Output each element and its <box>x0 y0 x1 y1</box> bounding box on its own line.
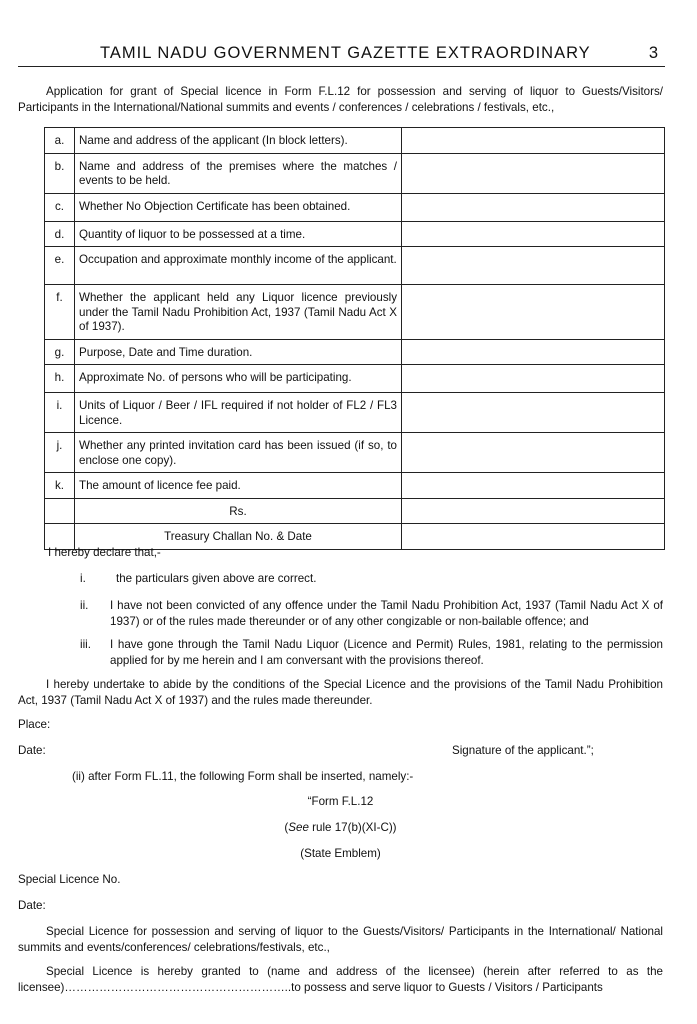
rule-see-word: See <box>288 821 309 834</box>
form-row <box>45 221 665 247</box>
form-row <box>45 498 665 524</box>
row-answer-cell <box>402 128 665 154</box>
form-row <box>45 153 665 193</box>
form-title: “Form F.L.12 <box>307 795 374 808</box>
row-question: Whether any printed invitation card has been issued (if so, to enclose one copy). <box>75 433 402 473</box>
row-key: g. <box>45 339 75 365</box>
licence-grant-paragraph: Special Licence is hereby granted to (name and address of the licensee) (herein after referred to as the licensee)…………………………………………………..to possess and serve liquor to Guests / Visitors / Participants <box>18 965 663 994</box>
gazette-title: TAMIL NADU GOVERNMENT GAZETTE EXTRAORDINARY <box>100 44 591 62</box>
form-row <box>45 128 665 154</box>
application-intro: Application for grant of Special licence in Form F.L.12 for possession and serving of liquor to Guests/Visitors/ Participants in the International/National summits and events / conferences / celebrations / festivals, etc., <box>18 85 663 114</box>
applicant-signature: Signature of the applicant.”; <box>452 744 594 757</box>
declaration-item <box>80 637 663 669</box>
row-key: j. <box>45 433 75 473</box>
item-number: i. <box>80 572 86 585</box>
row-question: Whether No Objection Certificate has been obtained. <box>75 193 402 221</box>
row-key: k. <box>45 473 75 499</box>
place-label: Place: <box>18 718 51 731</box>
form-row <box>45 247 665 285</box>
form-row <box>45 365 665 393</box>
row-answer-cell <box>402 339 665 365</box>
row-question: Rs. <box>75 498 402 524</box>
header-rule <box>18 66 665 67</box>
row-answer-cell <box>402 285 665 340</box>
item-text: I have not been convicted of any offence under the Tamil Nadu Prohibition Act, 1937 (Tamil Nadu Act X of 1937) or of the rules made thereunder or of any other congizable or non-bailable offence; and <box>110 599 663 628</box>
row-key <box>45 498 75 524</box>
row-question: Units of Liquor / Beer / IFL required if not holder of FL2 / FL3 Licence. <box>75 393 402 433</box>
row-question: Purpose, Date and Time duration. <box>75 339 402 365</box>
form-row <box>45 433 665 473</box>
declaration-item <box>80 598 663 630</box>
date-label: Date: <box>18 744 46 757</box>
row-question: Quantity of liquor to be possessed at a time. <box>75 221 402 247</box>
row-question: Whether the applicant held any Liquor licence previously under the Tamil Nadu Prohibition Act, 1937 (Tamil Nadu Act X of 1937). <box>75 285 402 340</box>
row-question: Approximate No. of persons who will be participating. <box>75 365 402 393</box>
form-row <box>45 393 665 433</box>
rule-reference <box>18 821 663 834</box>
item-number: iii. <box>80 638 91 651</box>
row-key: d. <box>45 221 75 247</box>
row-answer-cell <box>402 393 665 433</box>
row-key: e. <box>45 247 75 285</box>
row-key: c. <box>45 193 75 221</box>
row-answer-cell <box>402 247 665 285</box>
row-key: b. <box>45 153 75 193</box>
row-answer-cell <box>402 433 665 473</box>
licence-date-label: Date: <box>18 899 46 912</box>
form-row <box>45 339 665 365</box>
row-answer-cell <box>402 365 665 393</box>
item-text: the particulars given above are correct. <box>116 572 317 585</box>
row-question: Treasury Challan No. & Date <box>75 524 402 550</box>
form-row <box>45 473 665 499</box>
row-key: f. <box>45 285 75 340</box>
row-question: The amount of licence fee paid. <box>75 473 402 499</box>
item-text: I have gone through the Tamil Nadu Liquor (Licence and Permit) Rules, 1981, relating to the permission applied for by me herein and I am conversant with the provisions thereof. <box>110 638 663 667</box>
amendment-clause: (ii) after Form FL.11, the following Form shall be inserted, namely:- <box>72 770 414 783</box>
row-key: h. <box>45 365 75 393</box>
row-answer-cell <box>402 524 665 550</box>
item-number: ii. <box>80 599 89 612</box>
rule-open-paren: ( <box>284 821 289 834</box>
licence-title-paragraph: Special Licence for possession and serving of liquor to the Guests/Visitors/ Participants in the International/ National summits and events/conferences/ celebrations/festivals, etc., <box>18 925 663 954</box>
application-form-table <box>44 127 665 550</box>
row-answer-cell <box>402 153 665 193</box>
declaration-lead: I hereby declare that,- <box>48 546 161 559</box>
declaration-item <box>80 571 663 587</box>
row-answer-cell <box>402 193 665 221</box>
form-row <box>45 193 665 221</box>
form-row <box>45 285 665 340</box>
row-answer-cell <box>402 498 665 524</box>
rule-text: rule 17(b)(XI-C)) <box>308 821 397 834</box>
undertaking-paragraph: I hereby undertake to abide by the conditions of the Special Licence and the provisions of the Tamil Nadu Prohibition Act, 1937 (Tamil Nadu Act X of 1937) and the rules made thereunder. <box>18 678 663 707</box>
row-answer-cell <box>402 221 665 247</box>
special-licence-number-label: Special Licence No. <box>18 873 121 886</box>
row-key: i. <box>45 393 75 433</box>
row-key: a. <box>45 128 75 154</box>
row-question: Occupation and approximate monthly income of the applicant. <box>75 247 402 285</box>
row-answer-cell <box>402 473 665 499</box>
row-question: Name and address of the premises where the matches / events to be held. <box>75 153 402 193</box>
row-question: Name and address of the applicant (In block letters). <box>75 128 402 154</box>
page-number: 3 <box>648 44 659 62</box>
state-emblem-placeholder: (State Emblem) <box>300 847 381 860</box>
